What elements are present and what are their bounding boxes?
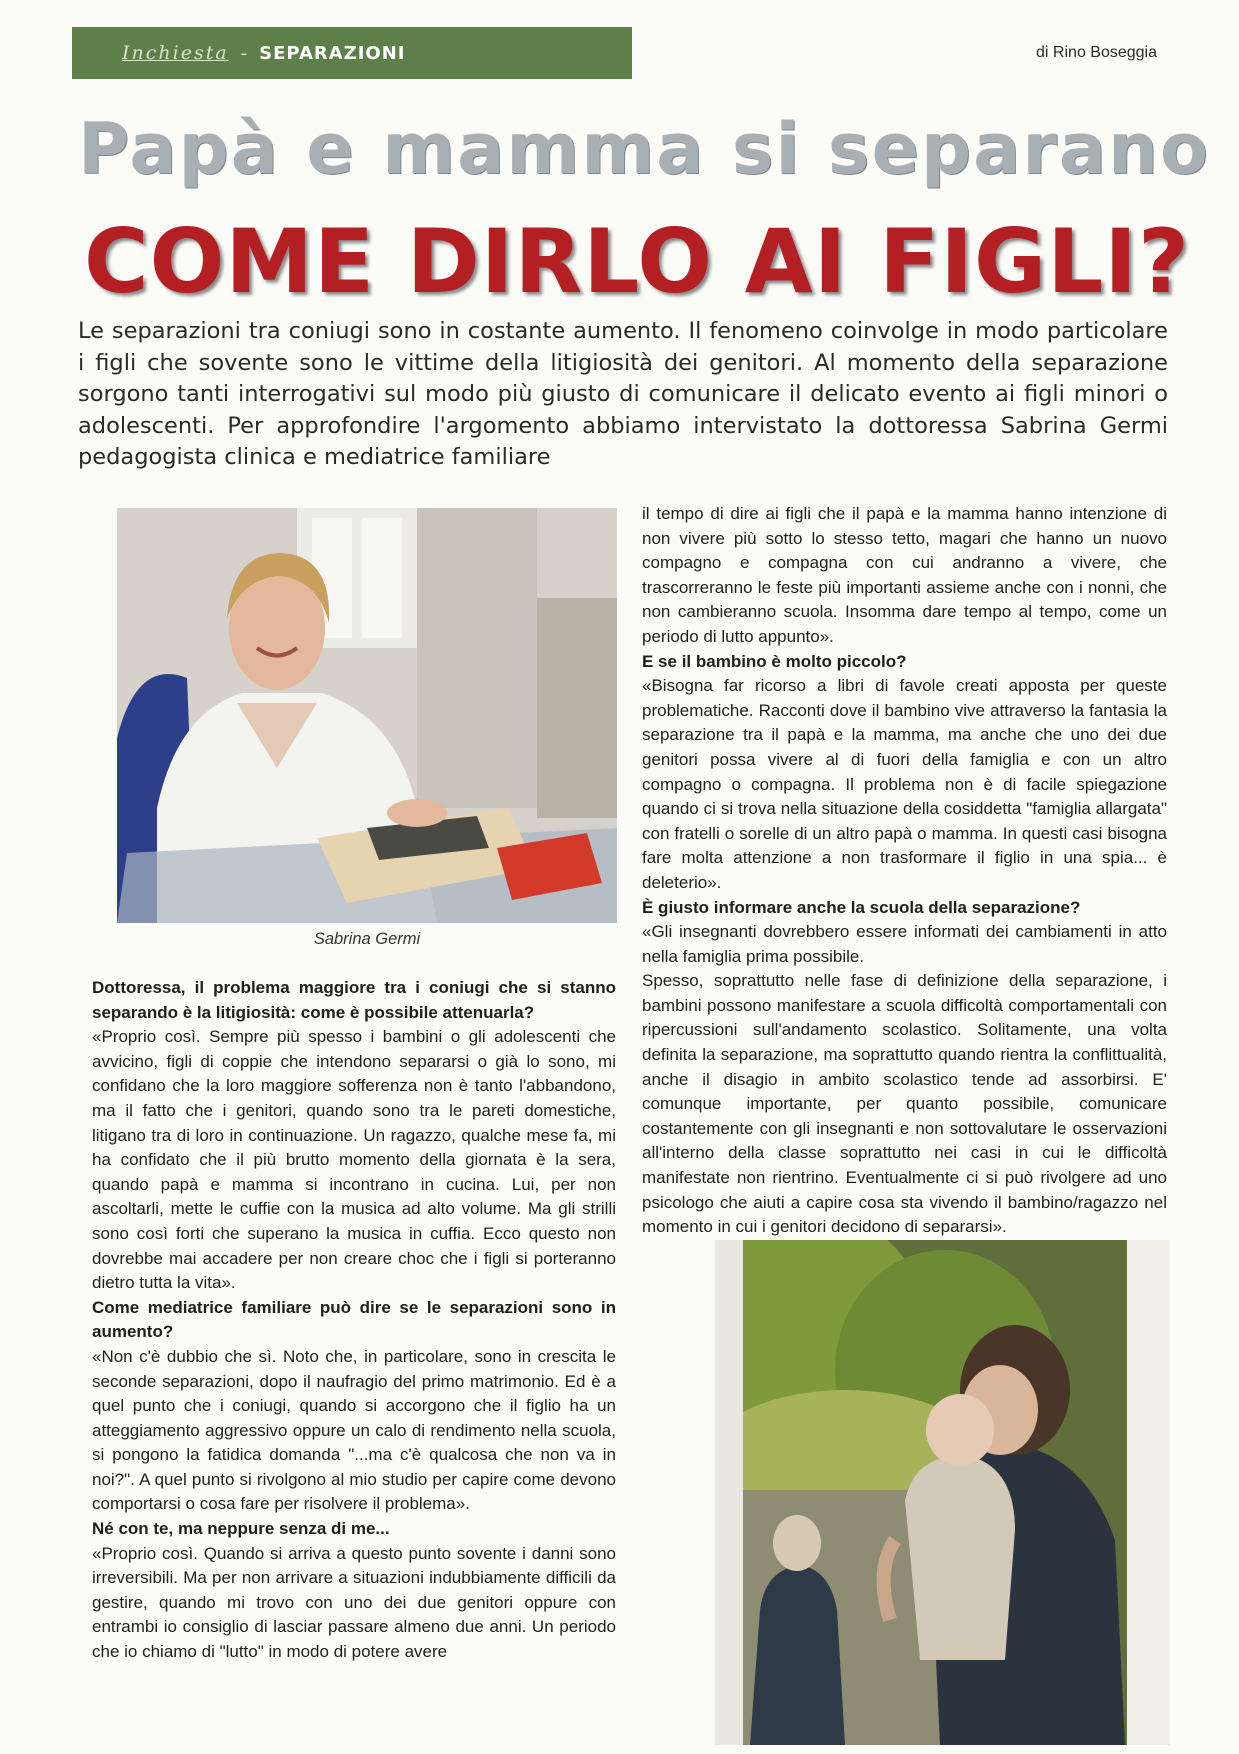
left-column <box>92 976 616 1665</box>
photo-caption: Sabrina Germi <box>313 930 421 948</box>
interview-question: Né con te, ma neppure senza di me... <box>92 1519 390 1539</box>
lead-paragraph: Le separazioni tra coniugi sono in costante aumento. Il fenomeno coinvolge in modo particolare i figli che sovente sono le vittime della litigiosità dei genitori. Al momento della separazione sorgono tanti interrogativi sul modo più giusto di comunicare il delicato evento ai figli minori o adolescenti. Per approfondire l'argomento abbiamo intervistato la dottoressa Sabrina Germi pedagogista clinica e mediatrice familiare <box>78 318 1168 470</box>
section-header-band <box>72 27 632 79</box>
rubric-label: Inchiesta <box>122 42 229 64</box>
interview-answer: il tempo di dire ai figli che il papà e la mamma hanno intenzione di non vivere più sotto lo stesso tetto, magari che hanno un nuovo compagno e compagna con cui andranno a vivere, che trascorreranno le feste più importanti assieme anche con i nonni, che non cambieranno scuola. Insomma dare tempo al tempo, come un periodo di lutto appunto». <box>642 504 1167 646</box>
rubric-separator: - <box>240 42 248 64</box>
right-column <box>642 502 1167 1240</box>
interview-question: È giusto informare anche la scuola della separazione? <box>642 897 1081 917</box>
interview-answer: «Bisogna far ricorso a libri di favole creati apposta per queste problematiche. Racconti dove il bambino vive attraverso la fantasia la separazione tra il papà e la mamma, ma anche che uno dei due genitori possa vivere al di fuori della famiglia e con un altro compagno o compagna. Il problema non è di facile spiegazione quando ci si trova nella situazione della cosiddetta "famiglia allargata" con fratelli o sorelle di un altro papà o mamma. In questi casi bisogna fare molta attenzione a non trasformare il figlio in una spia... è deleterio». <box>642 676 1167 892</box>
interview-answer: «Proprio così. Quando si arriva a questo punto sovente i danni sono irreversibili. Ma per non arrivare a situazioni indubbiamente difficili da gestire, quando mi trovo con uno dei due genitori oppure con entrambi io consiglio di lasciar passare almeno due anni. Un periodo che io chiamo di "lutto" in modo di potere avere <box>92 1543 616 1662</box>
headline: Papà e mamma si separano <box>78 108 1211 190</box>
interview-question: Come mediatrice familiare può dire se le separazioni sono in aumento? <box>92 1297 616 1342</box>
interview-answer: Spesso, soprattutto nelle fase di definizione della separazione, i bambini possono manifestare a scuola difficoltà comportamentali con ripercussioni sull'andamento scolastico. Solitamente, una volta definita la separazione, ma soprattutto quando rientra la conflittualità, anche il disagio in ambito scolastico tende ad assorbirsi. E' comunque importante, per quanto possibile, comunicare costantemente con gli insegnanti e non sottovalutare le osservazioni all'interno della classe soprattutto nei casi in cui le difficoltà manifestate non rientrino. Eventualmente ci si può rivolgere ad uno psicologo che aiuti a capire cosa sta vivendo il bambino/ragazzo nel momento in cui i genitori decidono di separarsi». <box>642 971 1167 1237</box>
father-child-photo <box>715 1240 1170 1745</box>
byline: di Rino Boseggia <box>1036 44 1157 61</box>
interview-question: E se il bambino è molto piccolo? <box>642 651 907 671</box>
interview-question: Dottoressa, il problema maggiore tra i coniugi che si stanno separando è la litigiosità: come è possibile attenuarla? <box>92 978 616 1022</box>
headline-question: COME DIRLO AI FIGLI? <box>84 210 1191 313</box>
interview-answer: «Gli insegnanti dovrebbero essere informati dei cambiamenti in atto nella famiglia prima possibile. <box>642 922 1167 966</box>
section-label: SEPARAZIONI <box>259 42 406 64</box>
portrait-photo <box>117 508 617 923</box>
interview-answer: «Non c'è dubbio che sì. Noto che, in particolare, sono in crescita le seconde separazioni, dopo il naufragio del primo matrimonio. Ed è a quel punto che i coniugi, quando si accorgono che il figlio ha un atteggiamento aggressivo oppure un calo di rendimento nella scuola, si pongono la fatidica domanda "...ma c'è qualcosa che non va in noi?". A quel punto si rivolgono al mio studio per capire come devono comportarsi o cosa fare per risolvere il problema». <box>92 1346 616 1514</box>
interview-answer: «Proprio così. Sempre più spesso i bambini o gli adolescenti che avvicino, figli di coppie che intendono separarsi o già lo sono, mi confidano che la loro maggiore sofferenza non è tanto l'abbandono, ma il fatto che i genitori, quando sono tra le pareti domestiche, litigano tra di loro in continuazione. Un ragazzo, qualche mese fa, mi ha confidato che il più brutto momento della giornata è la sera, quando papà e mamma si incontrano in cucina. Lui, per non ascoltarli, mette le cuffie con la musica ad alto volume. Ma gli strilli sono così forti che superano la musica in cuffia. Ecco questo non dovrebbe mai accadere per non creare choc che i figli si porteranno dietro tutta la vita». <box>92 1027 616 1293</box>
